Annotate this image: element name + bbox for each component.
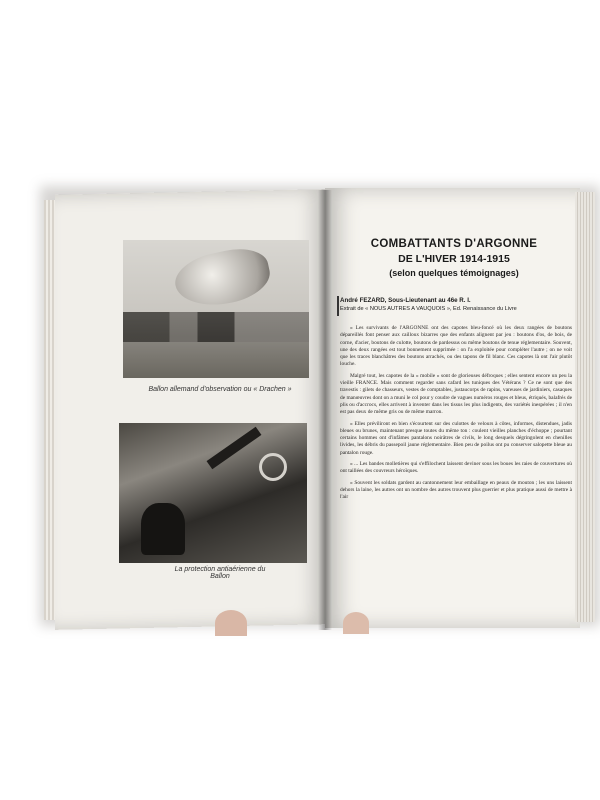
antiaircraft-gun (207, 427, 262, 470)
background-wall (0, 0, 600, 176)
title-line-1: COMBATTANTS D'ARGONNE (370, 238, 538, 250)
balloon-photo-caption: Ballon allemand d'observation ou « Drachen » (148, 386, 292, 393)
paragraph: « Elles préviliront en bien s'écourtent sur des culottes de velours à côtes, informes, distendues, jadis bleues ou brunes, maintenant presque toutes du même ton : coulent vieilles planches d'échoppe ; pourtant certains hommes ont d'infâmes pantalons noirâtres de civils, le long desquels dégringolent en chenilles livides, les débris du passepoil jaune réglementaire. Bien peu de poilus ont pu conserver salopette bleue au pantalon rouge. (340, 420, 572, 456)
treeline (123, 312, 309, 342)
source-line: Extrait de « NOUS AUTRES A VAUQUOIS », Ed. Renaissance du Livre (340, 306, 517, 312)
caption-line-2: Ballon (210, 573, 230, 580)
right-thumb (343, 612, 369, 634)
book-spine (318, 190, 332, 630)
title-line-2: DE L'HIVER 1914-1915 (398, 253, 510, 265)
paragraph: « Souvent les soldats gardent au cantonnement leur embaillage en peaux de mouton ; les uns laissent dehors la laine, les autres ont un nombre des autres trouvent plus guerrier et plus pratique aussi de mettre à l'air (340, 479, 572, 501)
paragraph: « ... Les bandes molletières qui s'effilochent laissent deviner sous les boues les raies de couvertures où ont taillées des couvreurs héroïques. (340, 461, 572, 475)
antiaircraft-photo-caption (135, 566, 305, 580)
observation-balloon (171, 243, 275, 314)
gun-wheel (259, 453, 287, 481)
balloon-photo (123, 240, 309, 378)
author-line: André FEZARD, Sous-Lieutenant au 46e R. I. (340, 297, 471, 304)
paragraph: « Les survivants de l'ARGONNE ont des capotes bleu-foncé où les deux rangées de boutons dépareillés font penser aux cailloux bizarres que des enfants alignent par jeu : boutons d'os, de bois, de corne, d'acier, boutons de culotte, boutons de pardessus ou même boutons de tenue réglementaire. Souvent, une des deux rangées est tout bonnement supprimée : on l'a exploitée pour compléter l'autre ; on ne voit que les traces blanchâtres des boutons arrachés, ou des tapons de fil blanc. Ces capotes là ont l'air plutôt louche. (340, 325, 572, 368)
subtitle: (selon quelques témoignages) (389, 268, 519, 278)
left-thumb (215, 610, 247, 636)
right-page-edges (575, 192, 595, 622)
chapter-title (338, 238, 570, 278)
body-text (340, 325, 572, 506)
soldier-figure (141, 503, 185, 555)
author-block (340, 297, 572, 312)
author-rule (337, 296, 339, 316)
antiaircraft-photo (119, 423, 307, 563)
paragraph: Malgré tout, les capotes de la « mobile » sont de glorieuses défroques ; elles sentent encore un peu la vieille FRANCE. Mais comment regarder sans cafard les tuniques des Vétérans ? Ce ne sont que des travestis : gilets de chasseurs, vestes de comptables, justaucorps de rapins, vareuses de jardiniers, casaques de manœuvres dont on a muni le col pour y coudre de vagues numéros rouges et bleus, étriqués, balafrés de plis ou d'accrocs, elles arrivent à inventer dans les tissus les plus indigents, des variétés inespérées ; il n'en est pas deux de même gris ou de même marron. (340, 372, 572, 416)
caption-line-1: La protection antiaérienne du (174, 566, 266, 573)
